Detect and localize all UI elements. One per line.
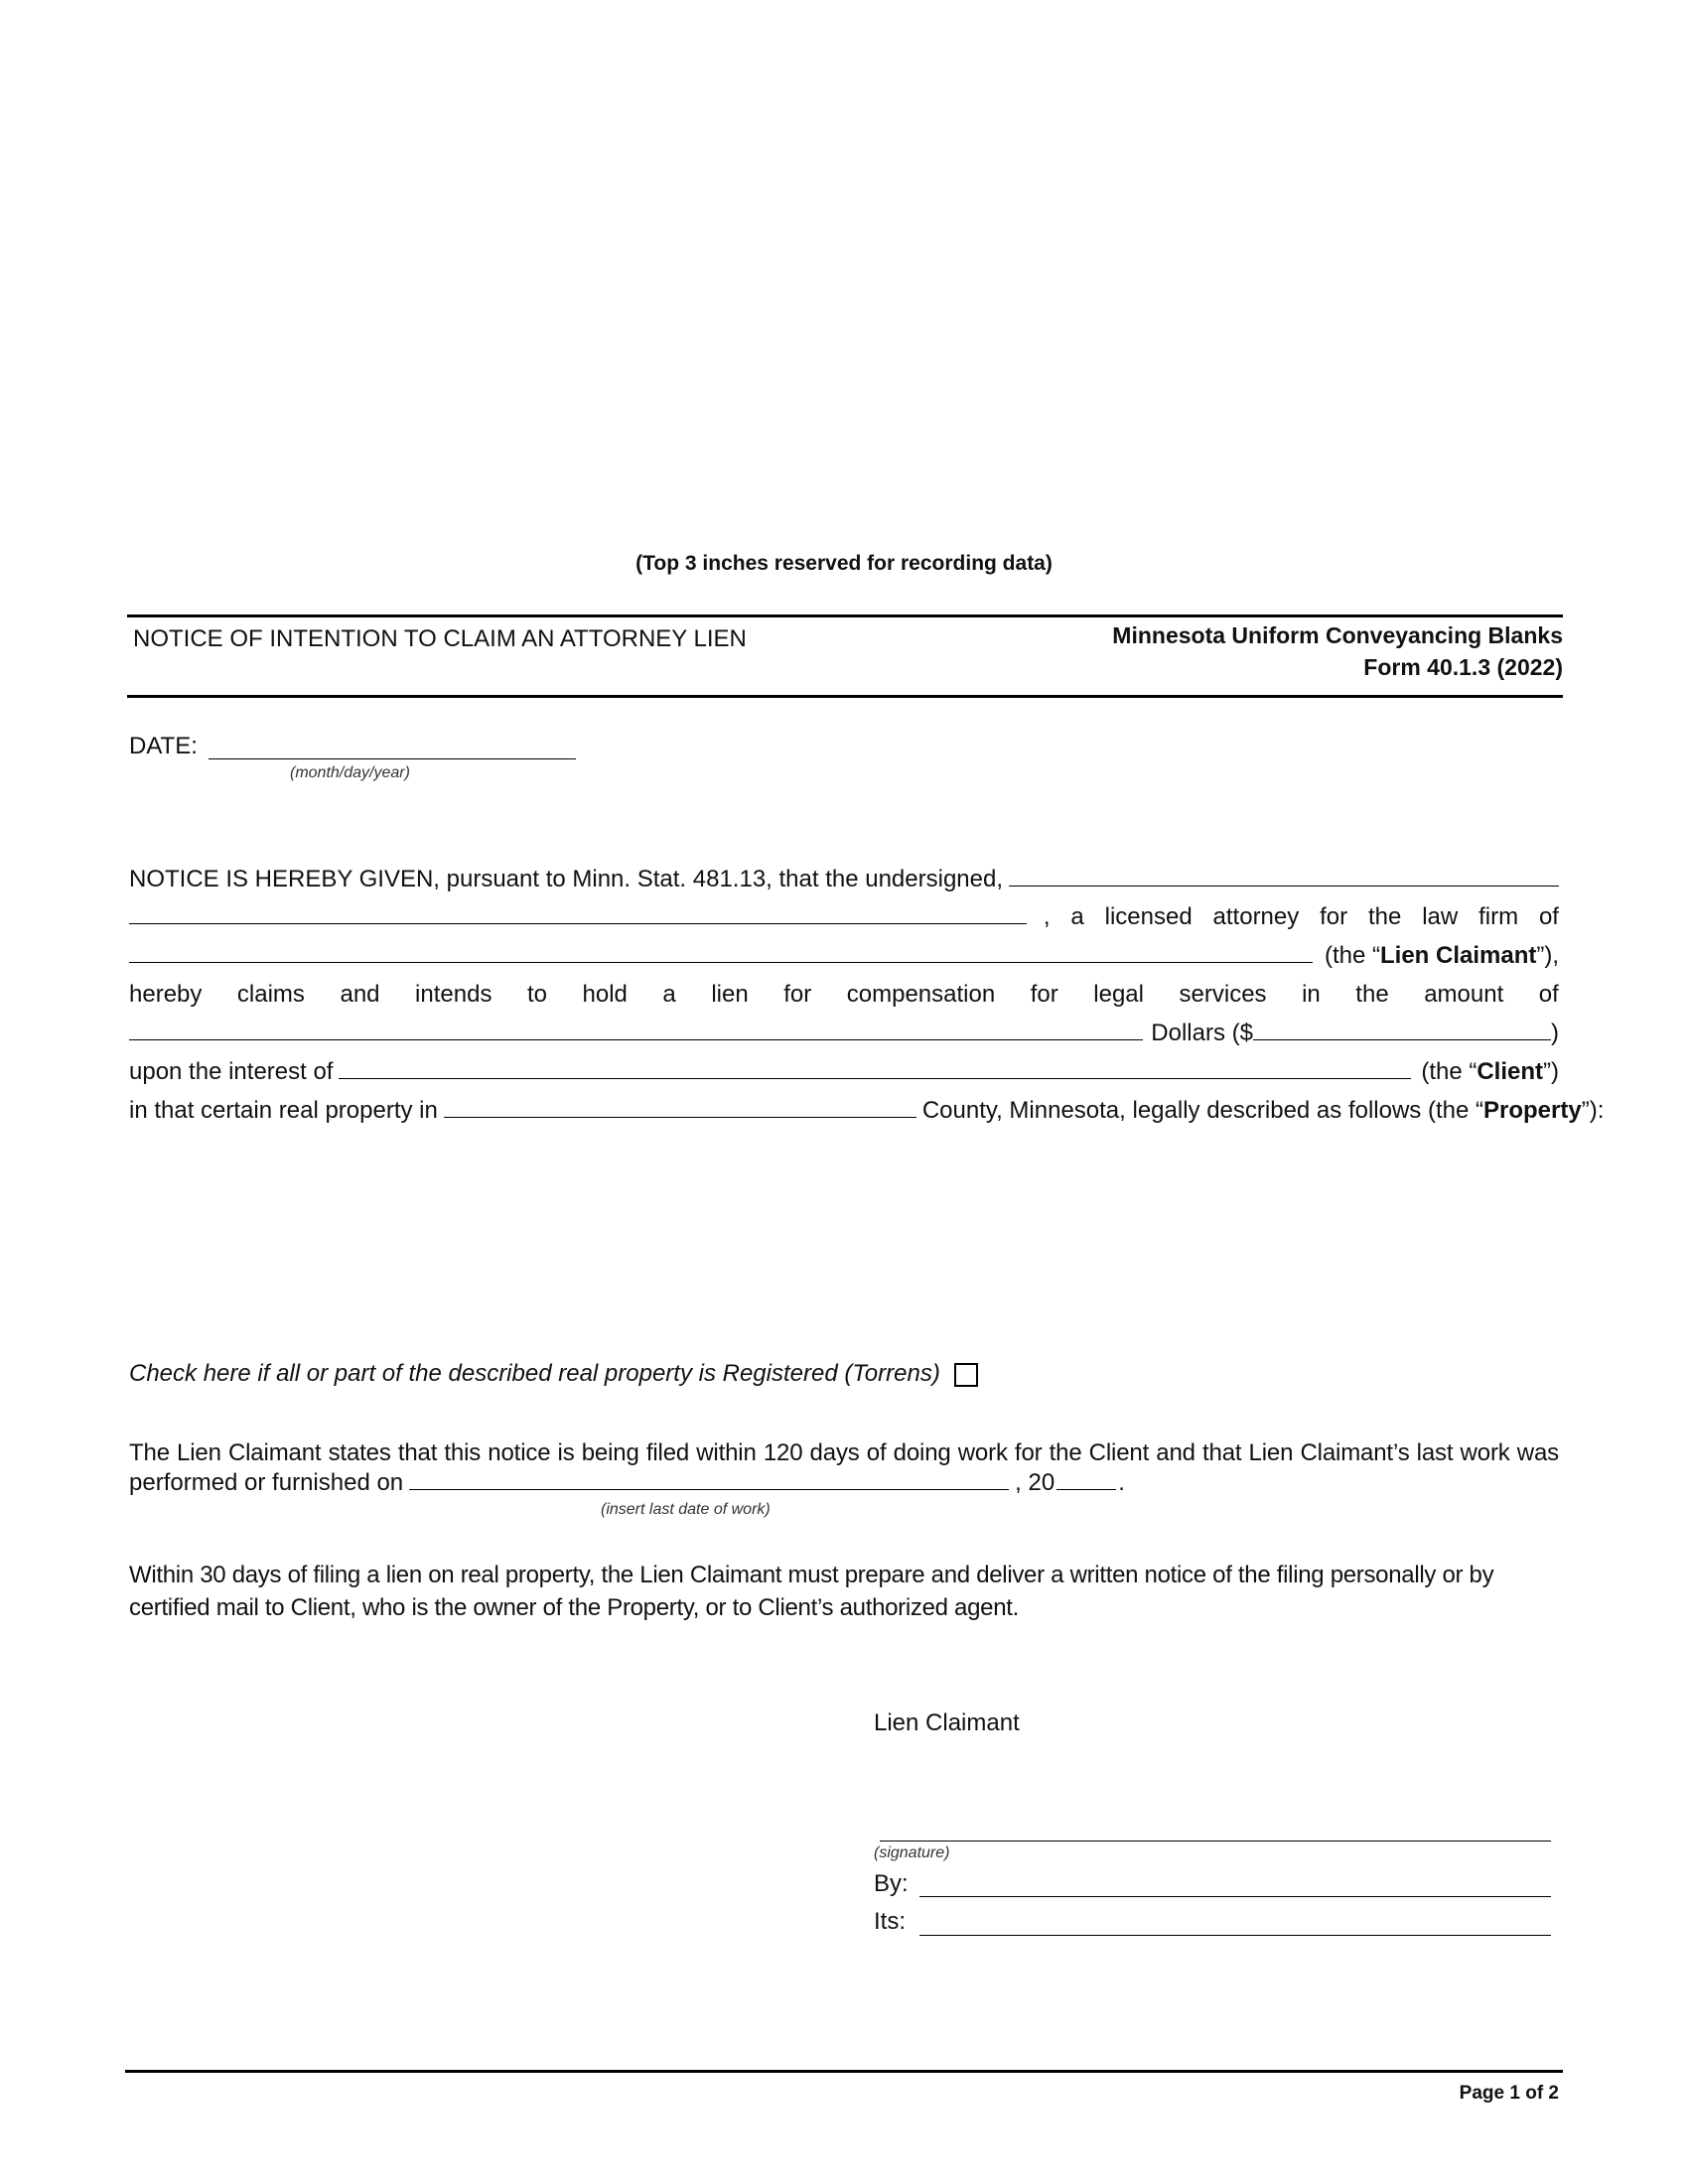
by-field[interactable] — [919, 1896, 1551, 1897]
notice-line-4-word: to — [526, 981, 547, 1008]
property-post: ”): — [1581, 1097, 1605, 1124]
notice-line-6 — [129, 1058, 1559, 1086]
statement-line-1: The Lien Claimant states that this notice is being filed within 120 days of doing work for the Client and that Lien Claimant’s last work was — [129, 1439, 1559, 1466]
form-title: NOTICE OF INTENTION TO CLAIM AN ATTORNEY LIEN — [133, 625, 747, 652]
notice-delivery-paragraph: Within 30 days of filing a lien on real property, the Lien Claimant must prepare and deliver a written notice of the filing personally or by certified mail to Client, who is the owner of the Property, or to Client’s authorized agent. — [129, 1562, 1494, 1621]
date-field[interactable] — [209, 758, 576, 759]
property-county-label: in that certain real property in — [129, 1097, 438, 1124]
date-label: DATE: — [129, 733, 198, 759]
notice-line-4-word: intends — [415, 981, 492, 1008]
notice-line-4-word: the — [1355, 981, 1389, 1008]
notice-line-5 — [129, 1020, 1559, 1047]
client-interest-label: upon the interest of — [129, 1058, 334, 1085]
torrens-checkbox[interactable] — [954, 1363, 978, 1387]
amount-words-field[interactable] — [129, 1038, 1143, 1040]
client-name-field[interactable] — [339, 1077, 1411, 1079]
header-top-rule — [127, 614, 1563, 617]
law-firm-field[interactable] — [129, 922, 1027, 924]
notice-intro-text: NOTICE IS HEREBY GIVEN, pursuant to Minn. Stat. 481.13, that the undersigned, — [129, 866, 1004, 892]
signature-heading: Lien Claimant — [874, 1709, 1020, 1736]
notice-line-4-word: legal — [1093, 981, 1144, 1008]
last-work-date-hint: (insert last date of work) — [601, 1501, 771, 1518]
notice-line-2-word: for — [1320, 903, 1348, 930]
notice-line-2 — [129, 903, 1559, 931]
county-field[interactable] — [444, 1116, 916, 1118]
property-mid: County, Minnesota, legally described as follows (the “ — [921, 1097, 1483, 1124]
notice-line-4-word: hold — [582, 981, 628, 1008]
signature-hint: (signature) — [874, 1844, 950, 1861]
statement-line-2 — [129, 1469, 1125, 1497]
client-term: Client — [1477, 1058, 1544, 1085]
footer-rule — [125, 2070, 1563, 2073]
notice-line-2-word: , — [1043, 903, 1051, 930]
notice-line-4-word: amount — [1424, 981, 1504, 1008]
last-work-date-field[interactable] — [409, 1488, 1009, 1490]
date-hint: (month/day/year) — [290, 764, 410, 781]
amount-numeric-field[interactable] — [1253, 1038, 1551, 1040]
client-pre: (the “ — [1421, 1058, 1477, 1085]
notice-line-4 — [129, 981, 1559, 1009]
legal-description-area[interactable] — [129, 1142, 1559, 1340]
notice-line-4-word: and — [340, 981, 380, 1008]
notice-line-4-word: of — [1538, 981, 1559, 1008]
lien-claimant-term: Lien Claimant — [1379, 942, 1537, 969]
by-label: By: — [874, 1870, 909, 1897]
dollars-close: ) — [1551, 1020, 1559, 1046]
notice-line-3 — [129, 942, 1559, 970]
page-number: Page 1 of 2 — [1459, 2083, 1559, 2104]
notice-line-1 — [129, 866, 1559, 893]
notice-line-4-word: claims — [236, 981, 305, 1008]
notice-line-4-word: lien — [711, 981, 749, 1008]
attorney-name-field[interactable] — [1009, 885, 1559, 887]
notice-line-2-word: licensed — [1104, 903, 1193, 930]
statement-period: . — [1118, 1469, 1125, 1496]
notice-line-2-word: the — [1367, 903, 1402, 930]
form-identifier — [1112, 619, 1563, 683]
statement-year-prefix: , 20 — [1015, 1469, 1055, 1496]
recording-reserved-note: (Top 3 inches reserved for recording data) — [635, 552, 1053, 575]
torrens-row — [129, 1360, 978, 1388]
lien-claimant-pre: (the “ — [1324, 942, 1380, 969]
notice-line-2-word: a — [1070, 903, 1084, 930]
notice-line-4-word: in — [1302, 981, 1321, 1008]
notice-line-7 — [129, 1097, 1605, 1125]
notice-line-4-word: for — [783, 981, 812, 1008]
notice-line-4-word: hereby — [129, 981, 203, 1008]
form-series: Minnesota Uniform Conveyancing Blanks — [1112, 622, 1563, 648]
notice-line-2-word: firm — [1478, 903, 1519, 930]
its-label: Its: — [874, 1908, 907, 1935]
property-term: Property — [1483, 1097, 1582, 1124]
lien-claimant-post: ”), — [1536, 942, 1559, 969]
statement-performed-label: performed or furnished on — [129, 1469, 404, 1496]
notice-line-2-word: of — [1538, 903, 1559, 930]
notice-line-4-word: a — [662, 981, 676, 1008]
torrens-text: Check here if all or part of the described real property is Registered (Torrens) — [129, 1360, 940, 1387]
dollars-label: Dollars ($ — [1151, 1020, 1253, 1046]
notice-line-2-word: law — [1422, 903, 1459, 930]
year-field[interactable] — [1056, 1488, 1116, 1490]
notice-line-4-word: for — [1030, 981, 1058, 1008]
notice-line-4-word: services — [1179, 981, 1267, 1008]
header-bottom-rule — [127, 695, 1563, 698]
signature-line[interactable] — [880, 1841, 1551, 1842]
its-field[interactable] — [919, 1935, 1551, 1936]
notice-line-2-word: attorney — [1212, 903, 1300, 930]
client-post: ”) — [1543, 1058, 1559, 1085]
form-number: Form 40.1.3 (2022) — [1363, 654, 1563, 680]
lien-claimant-field[interactable] — [129, 961, 1313, 963]
notice-line-4-word: compensation — [846, 981, 996, 1008]
